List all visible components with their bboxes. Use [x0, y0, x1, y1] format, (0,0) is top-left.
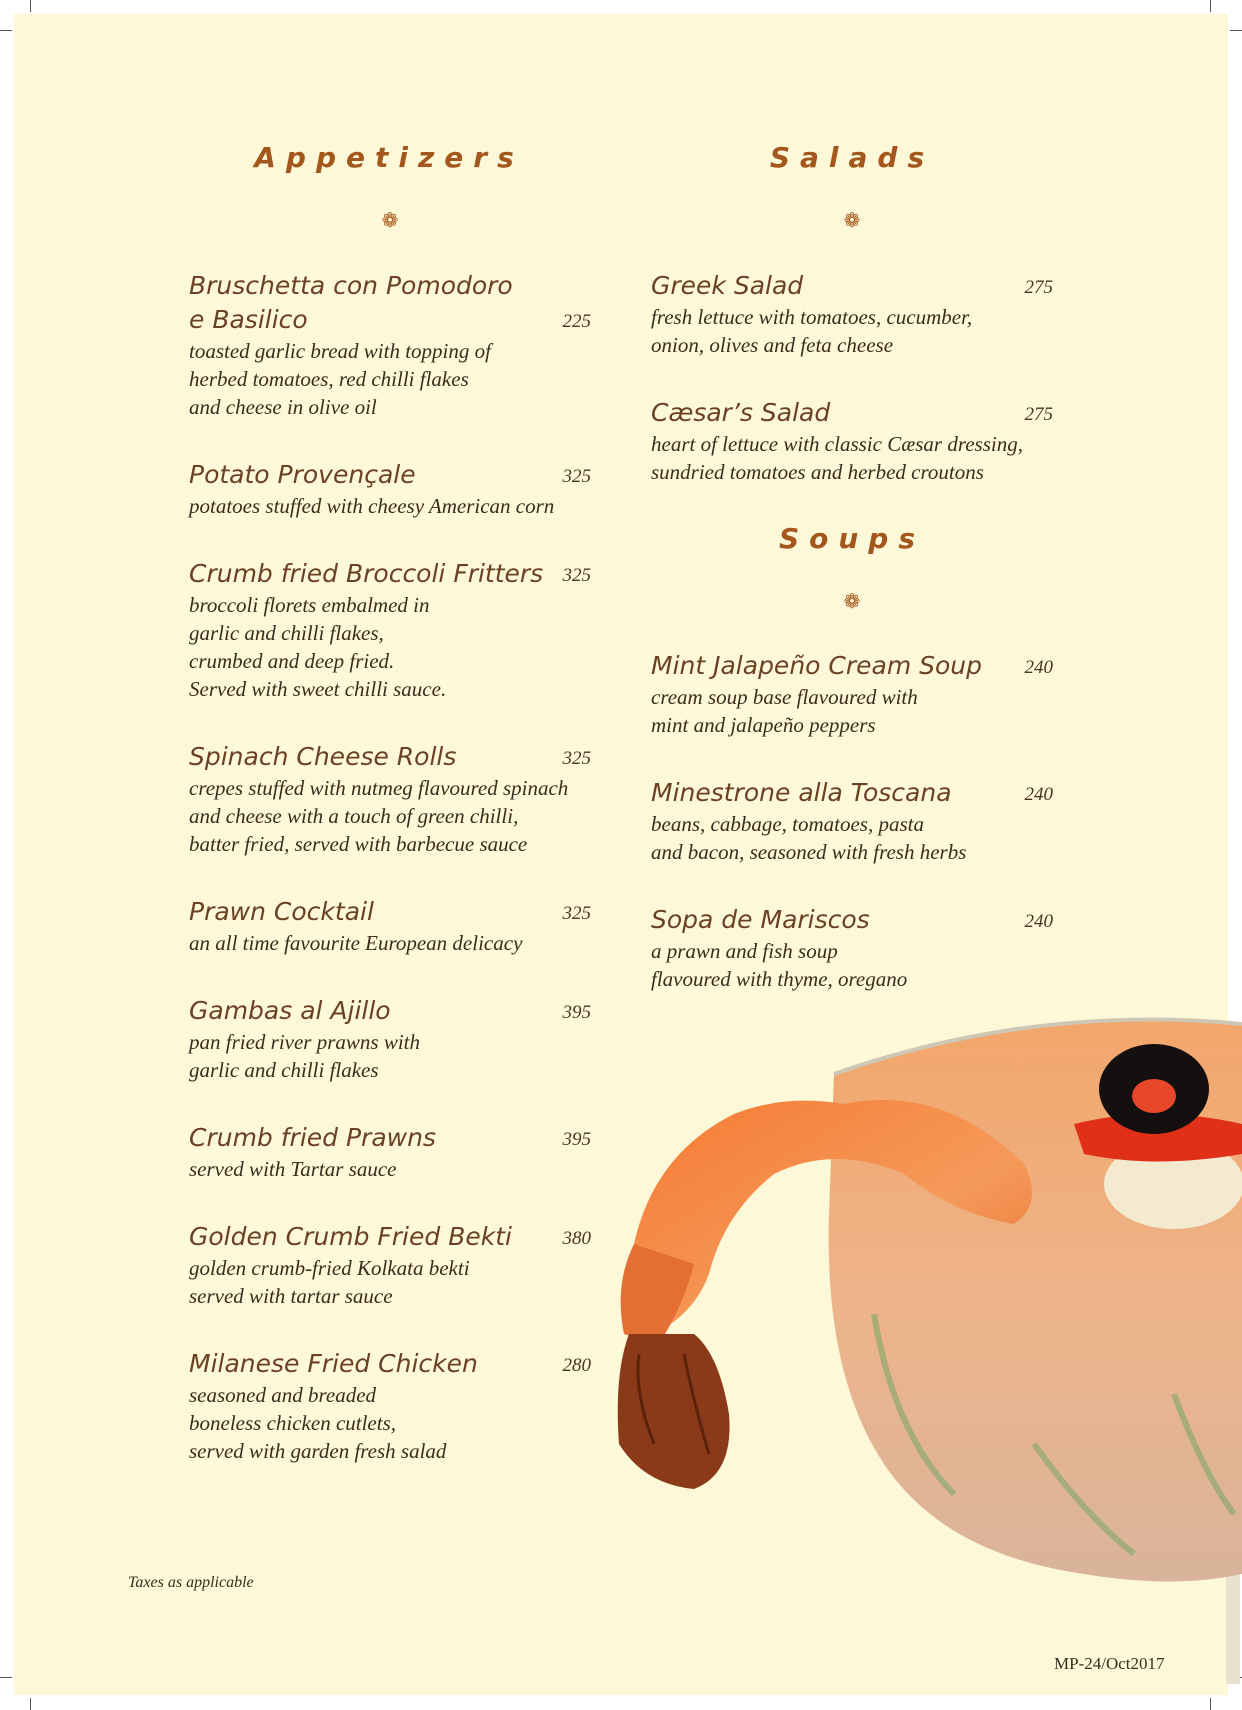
item-name: Mint Jalapeño Cream Soup [651, 651, 983, 680]
item-name: Gambas al Ajillo [189, 996, 391, 1025]
crop-mark [30, 0, 31, 12]
item-name: Minestrone alla Toscana [651, 778, 952, 807]
item-price: 325 [562, 466, 591, 487]
menu-code: MP-24/Oct2017 [1054, 1654, 1165, 1673]
menu-item [189, 1121, 591, 1183]
taxes-note: Taxes as applicable [128, 1574, 254, 1591]
item-description: heart of lettuce with classic Cæsar dressing, sundried tomatoes and herbed croutons [651, 432, 1023, 484]
menu-item [189, 458, 591, 520]
item-price: 325 [562, 565, 591, 586]
appetizers-list [189, 269, 591, 1502]
item-price: 280 [562, 1355, 591, 1376]
menu-item [651, 776, 1053, 866]
item-description: seasoned and breaded boneless chicken cutlets, served with garden fresh salad [189, 1383, 447, 1463]
item-name: Milanese Fried Chicken [189, 1349, 478, 1378]
salads-list [651, 269, 1053, 523]
item-name: Spinach Cheese Rolls [189, 742, 457, 771]
item-price: 395 [562, 1129, 591, 1150]
item-description: served with Tartar sauce [189, 1157, 397, 1181]
ornament-icon: ❁ [843, 210, 861, 232]
soups-heading: Soups [778, 522, 926, 555]
item-price: 240 [1024, 657, 1053, 678]
menu-item [651, 649, 1053, 739]
menu-item [189, 1347, 591, 1465]
menu-item [651, 269, 1053, 359]
item-description: toasted garlic bread with topping of herbed tomatoes, red chilli flakes and cheese in olive oil [189, 339, 491, 419]
menu-item [189, 557, 591, 703]
menu-item [189, 1220, 591, 1310]
item-name: Sopa de Mariscos [651, 905, 870, 934]
item-description: crepes stuffed with nutmeg flavoured spinach and cheese with a touch of green chilli, batter fried, served with barbecue sauce [189, 776, 569, 856]
salads-heading: Salads [769, 141, 935, 174]
item-description: pan fried river prawns with garlic and chilli flakes [189, 1030, 421, 1082]
soups-list [651, 649, 1053, 1030]
menu-page [14, 14, 1228, 1695]
crop-mark [0, 1677, 12, 1678]
item-name: Prawn Cocktail [189, 897, 374, 926]
crop-mark [1230, 30, 1242, 31]
menu-item [651, 396, 1053, 486]
item-price: 275 [1024, 277, 1053, 298]
item-name: Greek Salad [651, 271, 804, 300]
crop-mark [1210, 1698, 1211, 1710]
item-description: an all time favourite European delicacy [189, 931, 523, 955]
menu-item [189, 740, 591, 858]
item-description: a prawn and fish soup flavoured with thyme, oregano [651, 939, 908, 991]
item-name: Cæsar’s Salad [651, 398, 831, 427]
menu-item [651, 903, 1053, 993]
item-description: cream soup base flavoured with mint and jalapeño peppers [651, 685, 918, 737]
ornament-icon: ❁ [843, 591, 861, 613]
menu-item [189, 269, 591, 421]
item-description: golden crumb-fried Kolkata bekti served with tartar sauce [189, 1256, 470, 1308]
appetizers-heading: Appetizers [254, 141, 524, 174]
crop-mark [1210, 0, 1211, 12]
item-description: broccoli florets embalmed in garlic and chilli flakes, crumbed and deep fried. Served with sweet chilli sauce. [189, 593, 447, 701]
item-price: 225 [562, 311, 591, 332]
item-name: Bruschetta con Pomodoro e Basilico [189, 271, 513, 334]
item-name: Crumb fried Broccoli Fritters [189, 559, 544, 588]
item-price: 395 [562, 1002, 591, 1023]
item-description: fresh lettuce with tomatoes, cucumber, onion, olives and feta cheese [651, 305, 973, 357]
item-price: 325 [562, 903, 591, 924]
item-description: potatoes stuffed with cheesy American corn [189, 494, 555, 518]
ornament-icon: ❁ [381, 210, 399, 232]
item-price: 275 [1024, 404, 1053, 425]
item-name: Golden Crumb Fried Bekti [189, 1222, 512, 1251]
item-name: Crumb fried Prawns [189, 1123, 436, 1152]
prawn-soup-photo [614, 1014, 1242, 1684]
item-price: 325 [562, 748, 591, 769]
menu-item [189, 994, 591, 1084]
menu-item [189, 895, 591, 957]
item-description: beans, cabbage, tomatoes, pasta and bacon, seasoned with fresh herbs [651, 812, 967, 864]
item-name: Potato Provençale [189, 460, 416, 489]
item-price: 380 [562, 1228, 591, 1249]
item-price: 240 [1024, 784, 1053, 805]
crop-mark [30, 1698, 31, 1710]
item-price: 240 [1024, 911, 1053, 932]
crop-mark [0, 30, 12, 31]
